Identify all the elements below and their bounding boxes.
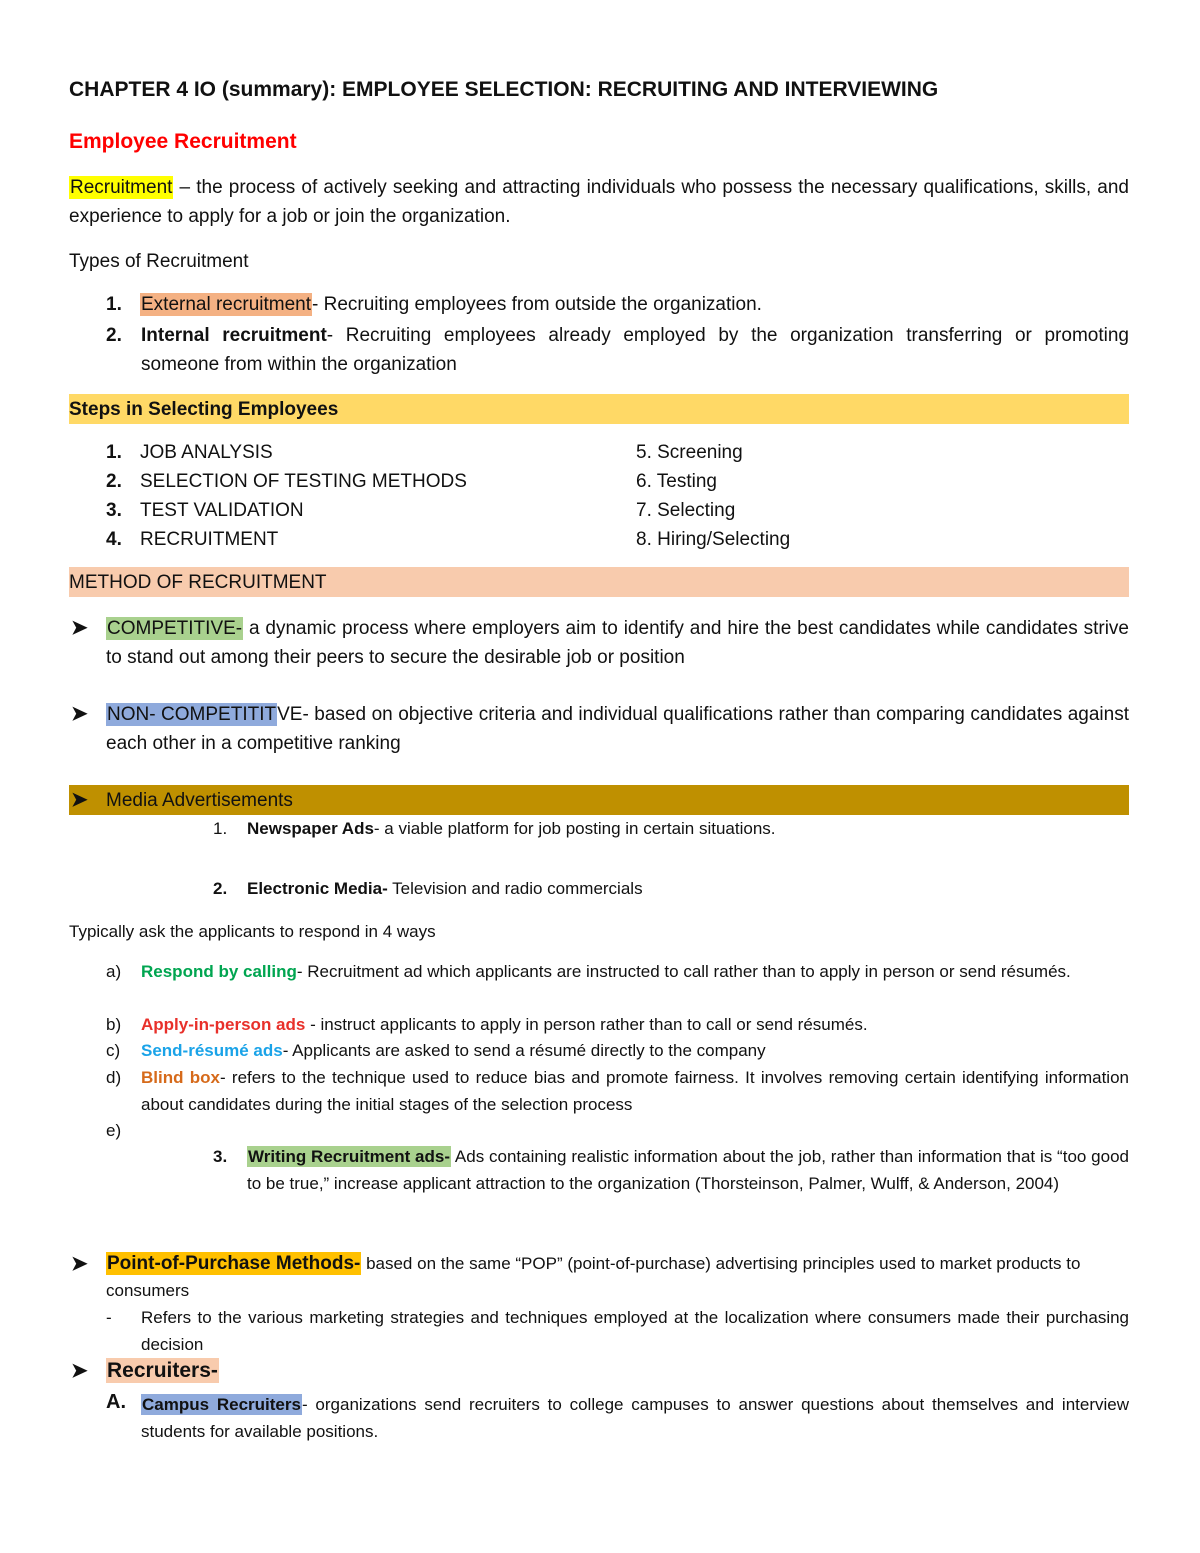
respond-label: Typically ask the applicants to respond in 4 ways bbox=[69, 922, 436, 941]
newspaper-term: Newspaper Ads bbox=[247, 819, 374, 838]
pop-subitem: - Refers to the various marketing strategies and techniques employed at the localization where consumers made their purchasing decision bbox=[106, 1308, 1129, 1354]
competitive-item bbox=[106, 614, 1129, 672]
competitive-def: a dynamic process where employers aim to identify and hire the best candidates while candidates strive to stand out among their peers to secure the desirable job or position bbox=[106, 618, 1129, 668]
section-heading: Employee Recruitment bbox=[69, 130, 297, 153]
send-resume-term: Send-résumé ads bbox=[141, 1041, 283, 1060]
internal-term: Internal recruitment bbox=[141, 325, 327, 346]
noncompetitive-def: - based on objective criteria and individual qualifications rather than comparing candidates against each other in a competitive ranking bbox=[106, 704, 1129, 754]
respond-item: e) bbox=[106, 1121, 122, 1140]
arrow-bullet-icon: ➤ bbox=[71, 703, 88, 725]
list-number: 1. bbox=[106, 294, 122, 315]
respond-item: a) Respond by calling- Recruitment ad which applicants are instructed to call rather than to apply in person or send résumés. bbox=[106, 962, 1071, 981]
types-label: Types of Recruitment bbox=[69, 251, 249, 272]
arrow-bullet-icon: ➤ bbox=[71, 617, 88, 639]
writing-term: Writing Recruitment ads- bbox=[248, 1147, 451, 1166]
page-title: CHAPTER 4 IO (summary): EMPLOYEE SELECTION: RECRUITING AND INTERVIEWING bbox=[69, 78, 939, 101]
respond-item: c) Send-résumé ads- Applicants are asked to send a résumé directly to the company bbox=[106, 1041, 766, 1060]
list-item: 4. RECRUITMENT bbox=[106, 529, 279, 550]
list-item: 2. SELECTION OF TESTING METHODS bbox=[106, 471, 467, 492]
arrow-bullet-icon: ➤ bbox=[71, 1360, 88, 1382]
blind-box-term: Blind box bbox=[141, 1068, 220, 1087]
list-item: 5. Screening bbox=[636, 442, 743, 463]
recruitment-def: – the process of actively seeking and attracting individuals who possess the necessary qualifications, skills, and experience to apply for a job or join the organization. bbox=[69, 177, 1129, 227]
steps-right-list bbox=[636, 438, 1116, 554]
internal-def: - Recruiting employees already employed by the organization transferring or promoting someone from within the organization bbox=[141, 325, 1129, 375]
list-item: 2. Electronic Media- Television and radio commercials bbox=[213, 879, 643, 898]
campus-item: A. Campus Recruiters- organizations send recruiters to college campuses to answer questions about themselves and interview students for available positions. bbox=[106, 1391, 1130, 1441]
respond-item: d) Blind box- refers to the technique used to reduce bias and promote fairness. It involves removing certain identifying information about candidates during the initial stages of the selection process bbox=[106, 1068, 1129, 1114]
list-item: 8. Hiring/Selecting bbox=[636, 529, 791, 550]
list-item bbox=[106, 290, 1129, 319]
external-term: External recruitment bbox=[141, 294, 312, 315]
noncompetitive-term-tail: VE bbox=[277, 704, 303, 725]
arrow-bullet-icon: ➤ bbox=[71, 789, 88, 811]
method-heading: METHOD OF RECRUITMENT bbox=[69, 572, 327, 593]
electronic-term: Electronic Media- bbox=[247, 879, 388, 898]
writing-item: 3. Writing Recruitment ads- Ads containing realistic information about the job, rather than information that is “too good to be true,” increase applicant attraction to the organization (Thorsteinson, Palmer, Wulff, & Anderson, 2004) bbox=[213, 1147, 1129, 1193]
list-item bbox=[106, 321, 1129, 379]
respond-item: b) Apply-in-person ads - instruct applicants to apply in person rather than to call or send résumés. bbox=[106, 1015, 868, 1034]
list-number: 2. bbox=[106, 325, 122, 346]
recruitment-definition bbox=[69, 173, 1129, 231]
pop-term: Point-of-Purchase Methods- bbox=[107, 1253, 361, 1274]
steps-left-list bbox=[106, 438, 606, 554]
campus-term: Campus Recruiters bbox=[142, 1395, 301, 1414]
list-item: 3. TEST VALIDATION bbox=[106, 500, 304, 521]
steps-heading: Steps in Selecting Employees bbox=[69, 399, 339, 420]
list-item: 1. JOB ANALYSIS bbox=[106, 442, 273, 463]
noncompetitive-term: NON- COMPETITIT bbox=[107, 704, 277, 725]
arrow-bullet-icon: ➤ bbox=[71, 1253, 88, 1275]
list-item: 6. Testing bbox=[636, 471, 717, 492]
recruiters-heading: Recruiters- bbox=[107, 1359, 218, 1382]
competitive-term: COMPETITIVE- bbox=[107, 618, 243, 639]
noncompetitive-item bbox=[106, 700, 1129, 758]
pop-item: Point-of-Purchase Methods- based on the same “POP” (point-of-purchase) advertising principles used to market products to consumers bbox=[106, 1253, 1081, 1300]
media-heading: Media Advertisements bbox=[106, 790, 293, 811]
apply-in-person-term: Apply-in-person ads bbox=[141, 1015, 306, 1034]
list-item: 7. Selecting bbox=[636, 500, 736, 521]
recruitment-term: Recruitment bbox=[70, 177, 173, 198]
external-def: - Recruiting employees from outside the organization. bbox=[312, 294, 762, 315]
list-item: 1. Newspaper Ads- a viable platform for job posting in certain situations. bbox=[213, 819, 776, 838]
respond-calling-term: Respond by calling bbox=[141, 962, 297, 981]
